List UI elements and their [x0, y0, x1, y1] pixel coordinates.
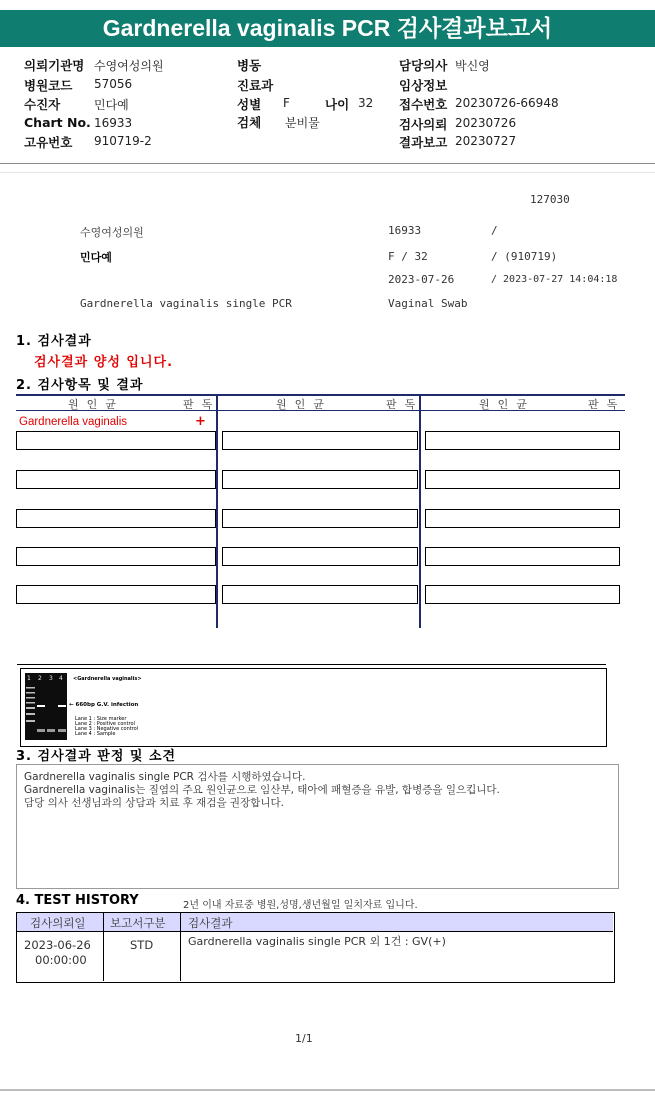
value-sex: F [283, 96, 290, 110]
value-request-date: 20230726 [455, 116, 517, 130]
history-time: 00:00:00 [35, 953, 87, 967]
results-col-divider-2 [419, 394, 421, 628]
value-institution: 수영여성의원 [94, 59, 164, 73]
opinion-line: Gardnerella vaginalis single PCR 검사를 시행하였습니다. [24, 771, 306, 783]
label-department: 진료과 [237, 78, 274, 93]
info-specimen: Vaginal Swab [388, 297, 468, 310]
history-type: STD [130, 938, 154, 952]
info-date-request: 2023-07-26 [388, 273, 455, 286]
label-chart-no: Chart No. [24, 115, 91, 130]
gel-title: <Gardnerella vaginalis> [73, 676, 142, 682]
col-judgement-2: 판독 [386, 398, 424, 411]
result-box [222, 585, 418, 604]
value-unique-no: 910719-2 [94, 134, 152, 148]
label-patient: 수진자 [24, 97, 61, 112]
label-doctor: 담당의사 [399, 58, 448, 73]
label-receipt-no: 접수번호 [399, 97, 448, 112]
label-unique-no: 고유번호 [24, 135, 73, 150]
result-positive-text: 검사결과 양성 입니다. [34, 355, 174, 370]
label-sex: 성별 [237, 97, 262, 112]
label-report-date: 결과보고 [399, 135, 448, 150]
info-chart: 16933 [388, 224, 422, 237]
info-sex-age: F / 32 [388, 250, 428, 263]
value-hospital-code: 57056 [94, 77, 133, 91]
gel-band-label: ← 660bp G.V. infection [69, 702, 139, 708]
section1-title: 1. 검사결과 [16, 334, 92, 349]
page-number: 1/1 [295, 1032, 313, 1045]
result-box [222, 470, 418, 489]
header-divider [0, 163, 655, 164]
label-hospital-code: 병원코드 [24, 78, 73, 93]
result-box [16, 431, 216, 450]
history-result: Gardnerella vaginalis single PCR 외 1건 : GV(+) [188, 935, 446, 948]
result-box [222, 547, 418, 566]
result-box [425, 547, 620, 566]
info-patient: 민다예 [80, 251, 112, 264]
history-date: 2023-06-26 [24, 938, 91, 952]
value-patient: 민다예 [94, 98, 129, 112]
info-institution: 수영여성의원 [80, 226, 144, 239]
history-header-row [17, 913, 613, 932]
label-clinical-info: 임상정보 [399, 78, 448, 93]
result-box [425, 585, 620, 604]
header-shadow [0, 172, 655, 173]
gel-lane-label: 2 [38, 675, 42, 682]
value-chart-no: 16933 [94, 116, 133, 130]
col-organism-1: 원인균 [68, 398, 124, 411]
gel-legend-line: Lane 3 : Negative control [75, 726, 139, 732]
col-judgement-3: 판독 [588, 398, 626, 411]
result-box [16, 470, 216, 489]
gel-legend-line: Lane 1 : Size marker [75, 716, 127, 722]
report-title: Gardnerella vaginalis PCR 검사결과보고서 [0, 10, 655, 47]
section2-title: 2. 검사항목 및 결과 [16, 378, 144, 393]
footer-line [0, 1089, 655, 1091]
history-header-date: 검사의뢰일 [30, 916, 86, 930]
opinion-line: Gardnerella vaginalis는 질염의 주요 원인균으로 임산부, 태아에 패혈증을 유발, 합병증을 일으킵니다. [24, 784, 500, 796]
section4-title: 4. TEST HISTORY [16, 893, 139, 908]
history-note: 2년 이내 자료중 병원,성명,생년월일 일치자료 입니다. [183, 900, 418, 911]
info-date-report: / 2023-07-27 14:04:18 [491, 274, 618, 285]
result-box [16, 509, 216, 528]
result-box [16, 585, 216, 604]
report-code: 127030 [530, 193, 570, 206]
organism-result-positive: + [195, 414, 206, 429]
col-judgement-1: 판독 [183, 398, 221, 411]
col-organism-3: 원인균 [479, 398, 535, 411]
results-col-divider-1 [216, 394, 218, 628]
label-institution: 의뢰기관명 [24, 58, 85, 73]
history-col-divider [103, 913, 104, 981]
col-organism-2: 원인균 [276, 398, 332, 411]
value-receipt-no: 20230726-66948 [455, 96, 559, 110]
gel-legend-line: Lane 2 : Positive control [75, 721, 135, 727]
gel-legend-line: Lane 4 : Sample [75, 731, 116, 737]
result-box [222, 509, 418, 528]
section3-title: 3. 검사결과 판정 및 소견 [16, 749, 177, 764]
result-box [425, 431, 620, 450]
value-specimen: 분비물 [285, 116, 320, 130]
organism-name-gardnerella: Gardnerella vaginalis [19, 416, 128, 428]
label-ward: 병동 [237, 58, 262, 73]
gel-top-rule [17, 664, 606, 665]
label-age: 나이 [325, 97, 350, 112]
opinion-line: 담당 의사 선생님과의 상담과 치료 후 재검을 권장합니다. [24, 797, 284, 809]
gel-lane-label: 4 [59, 675, 63, 682]
gel-lane-label: 3 [49, 675, 53, 682]
result-box [16, 547, 216, 566]
label-specimen: 검체 [237, 115, 262, 130]
info-slash: / [491, 224, 498, 237]
value-age: 32 [358, 96, 374, 110]
gel-lane-label: 1 [27, 675, 31, 682]
info-test-name: Gardnerella vaginalis single PCR [80, 297, 292, 310]
history-header-result: 검사결과 [188, 916, 233, 930]
gel-electrophoresis-image [25, 673, 67, 740]
result-box [222, 431, 418, 450]
result-box [425, 509, 620, 528]
value-doctor: 박신영 [455, 59, 490, 73]
value-report-date: 20230727 [455, 134, 517, 148]
result-box [425, 470, 620, 489]
history-col-divider [180, 913, 181, 981]
info-birth: / (910719) [491, 250, 558, 263]
history-header-type: 보고서구분 [110, 916, 166, 930]
label-request-date: 검사의뢰 [399, 117, 448, 132]
